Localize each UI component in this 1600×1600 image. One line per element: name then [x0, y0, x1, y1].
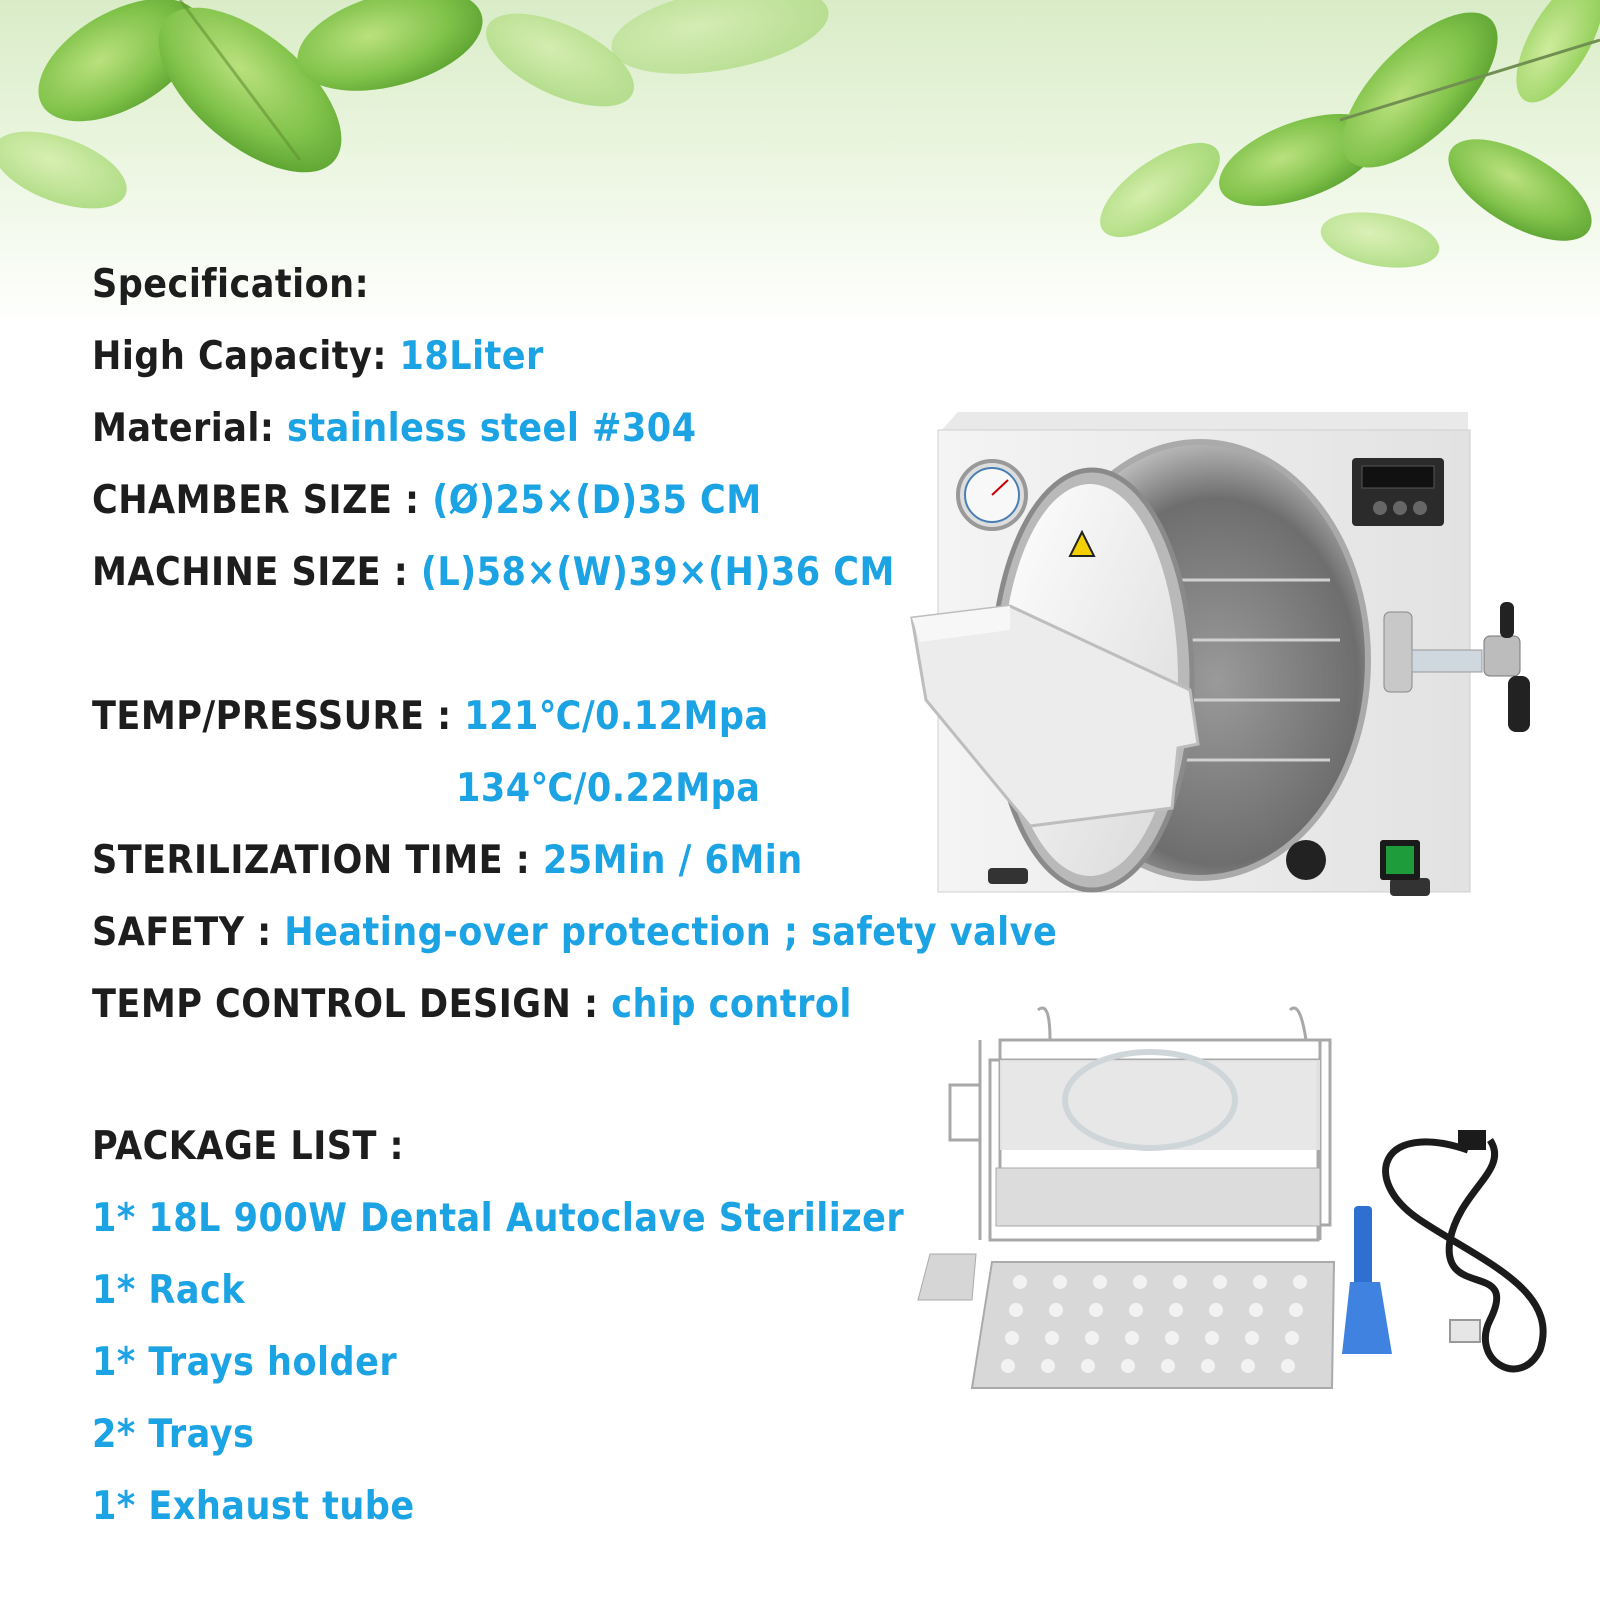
warning-icon: [1070, 532, 1094, 556]
spec-label: SAFETY :: [92, 910, 285, 955]
spec-value: 25Min / 6Min: [542, 838, 803, 883]
package-item: 1* 18L 900W Dental Autoclave Sterilizer: [92, 1196, 905, 1241]
tray-perforated: [972, 1262, 1334, 1388]
spec-value: chip control: [611, 982, 852, 1027]
package-item: 2* Trays: [92, 1412, 255, 1457]
spec-value: Heating-over protection ; safety valve: [284, 910, 1058, 955]
spec-row-sterilization-time: [92, 838, 803, 883]
spec-value: (Ø)25×(D)35 CM: [432, 478, 762, 523]
tray-handle-tool: [1342, 1206, 1392, 1354]
spec-row-material: [92, 406, 696, 451]
package-item: 1* Exhaust tube: [92, 1484, 415, 1529]
package-heading: PACKAGE LIST :: [92, 1124, 405, 1169]
spec-value: 134℃/0.22Mpa: [456, 766, 761, 811]
bottom-controls: [1286, 840, 1420, 880]
spec-label: TEMP/PRESSURE :: [92, 694, 465, 739]
package-item: 1* Rack: [92, 1268, 246, 1313]
spec-label: Material:: [92, 406, 288, 451]
spec-row-chamber-size: [92, 478, 762, 523]
exhaust-valve: [1384, 602, 1530, 732]
power-cord: [1386, 1130, 1544, 1369]
spec-value: (L)58×(W)39×(H)36 CM: [420, 550, 895, 595]
spec-row-safety: [92, 910, 1057, 955]
pressure-gauge-icon: [958, 461, 1026, 529]
package-item: 1* Trays holder: [92, 1340, 398, 1385]
control-panel: [1352, 458, 1444, 526]
tray-lower: [996, 1168, 1320, 1226]
spec-label: High Capacity:: [92, 334, 400, 379]
spec-row-capacity: [92, 334, 544, 379]
autoclave-body: [938, 412, 1470, 896]
spec-row-temp-pressure-2: [456, 766, 760, 811]
spec-label: STERILIZATION TIME :: [92, 838, 543, 883]
autoclave-door: [912, 470, 1198, 890]
spec-value: 121℃/0.12Mpa: [464, 694, 769, 739]
small-plate: [918, 1254, 976, 1300]
specification-heading: Specification:: [92, 262, 370, 307]
spec-row-machine-size: [92, 550, 895, 595]
spec-row-temp-control: [92, 982, 852, 1027]
spec-label: MACHINE SIZE :: [92, 550, 421, 595]
spec-label: CHAMBER SIZE :: [92, 478, 433, 523]
tray-upper: [1000, 1052, 1320, 1150]
spec-label: TEMP CONTROL DESIGN :: [92, 982, 612, 1027]
power-switch-icon: [1386, 846, 1414, 874]
spec-row-temp-pressure: [92, 694, 769, 739]
spec-value: stainless steel #304: [287, 406, 697, 451]
tray-rack: [950, 1008, 1330, 1240]
spec-value: 18Liter: [399, 334, 544, 379]
